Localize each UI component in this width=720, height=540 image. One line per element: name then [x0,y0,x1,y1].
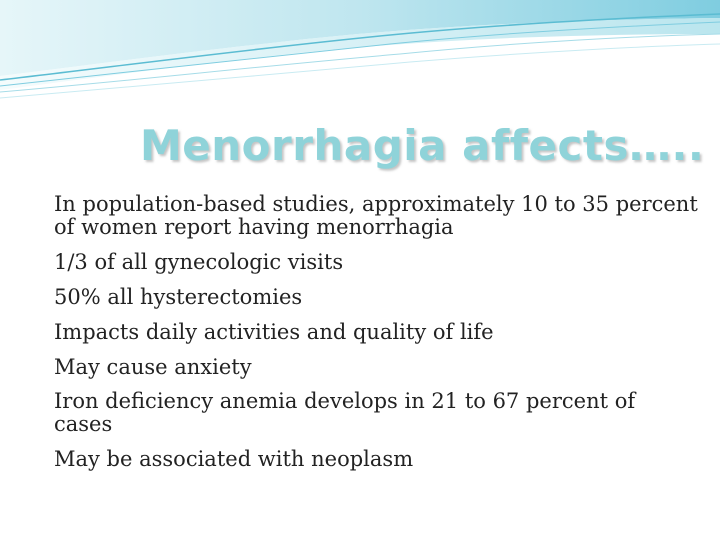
bullet-item: Iron deficiency anemia develops in 21 to 67 percent of cases [54,389,636,436]
slide-title: Menorrhagia affects….. [140,121,705,170]
bullet-item: May cause anxiety [54,355,252,379]
bullet-list [54,193,699,482]
wave-decoration [0,0,720,110]
bullet-item: May be associated with neoplasm [54,447,414,471]
bullet-item: Impacts daily activities and quality of life [54,320,494,344]
bullet-item: 50% all hysterectomies [54,285,303,309]
bullet-item: 1/3 of all gynecologic visits [54,250,344,274]
bullet-item: In population-based studies, approximately 10 to 35 percent of women report having menorrhagia [54,192,698,239]
